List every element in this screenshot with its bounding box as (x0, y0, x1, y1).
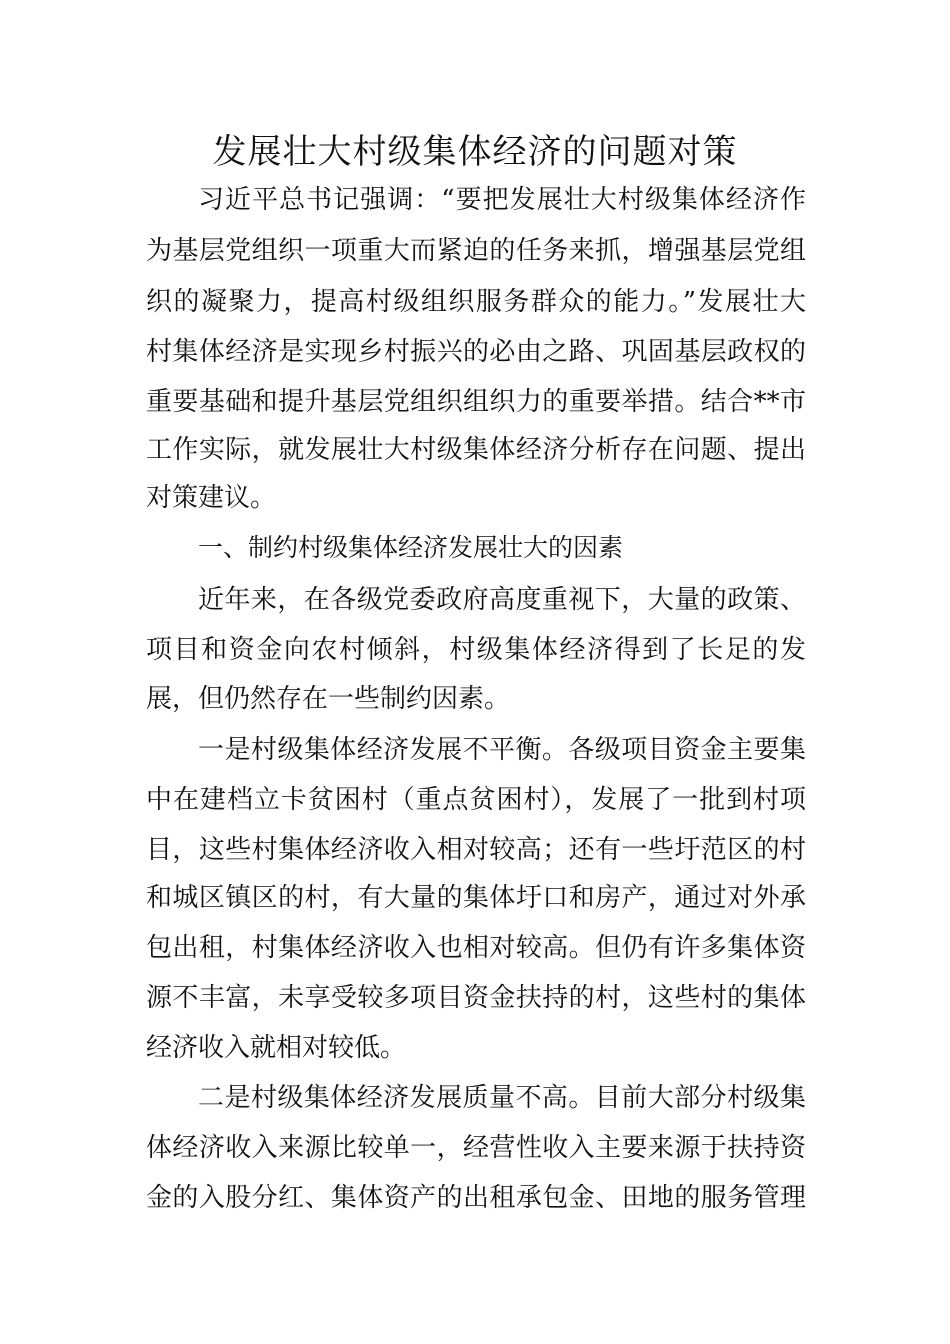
text-line: 项目和资金向农村倾斜，村级集体经济得到了长足的发 (146, 635, 806, 665)
text-line: 中在建档立卡贫困村（重点贫困村），发展了一批到村项 (146, 785, 806, 815)
text-line: 习近平总书记强调：“要把发展壮大村级集体经济作 (198, 185, 806, 215)
text-line: 包出租，村集体经济收入也相对较高。但仍有许多集体资 (146, 933, 806, 963)
text-line: 目，这些村集体经济收入相对较高；还有一些圩范区的村 (146, 835, 806, 865)
text-line: 村集体经济是实现乡村振兴的必由之路、巩固基层政权的 (146, 337, 806, 367)
text-line: 重要基础和提升基层党组织组织力的重要举措。结合**市 (146, 387, 806, 417)
text-line: 织的凝聚力，提高村级组织服务群众的能力。”发展壮大 (146, 287, 806, 317)
text-line: 近年来，在各级党委政府高度重视下，大量的政策、 (198, 585, 806, 615)
document-title: 发展壮大村级集体经济的问题对策 (212, 132, 738, 172)
text-line: 为基层党组织一项重大而紧迫的任务来抓，增强基层党组 (146, 236, 806, 266)
section-heading: 一、制约村级集体经济发展壮大的因素 (198, 533, 624, 562)
text-line: 工作实际，就发展壮大村级集体经济分析存在问题、提出 (146, 435, 806, 465)
text-line: 体经济收入来源比较单一，经营性收入主要来源于扶持资 (146, 1133, 806, 1163)
text-line: 金的入股分红、集体资产的出租承包金、田地的服务管理 (146, 1183, 806, 1213)
text-line: 二是村级集体经济发展质量不高。目前大部分村级集 (198, 1083, 806, 1113)
text-line: 和城区镇区的村，有大量的集体圩口和房产，通过对外承 (146, 883, 806, 913)
text-line: 对策建议。 (146, 483, 277, 513)
text-line: 源不丰富，未享受较多项目资金扶持的村，这些村的集体 (146, 983, 806, 1013)
text-line: 经济收入就相对较低。 (146, 1033, 407, 1063)
text-line: 一是村级集体经济发展不平衡。各级项目资金主要集 (198, 735, 806, 765)
text-line: 展，但仍然存在一些制约因素。 (146, 684, 511, 714)
